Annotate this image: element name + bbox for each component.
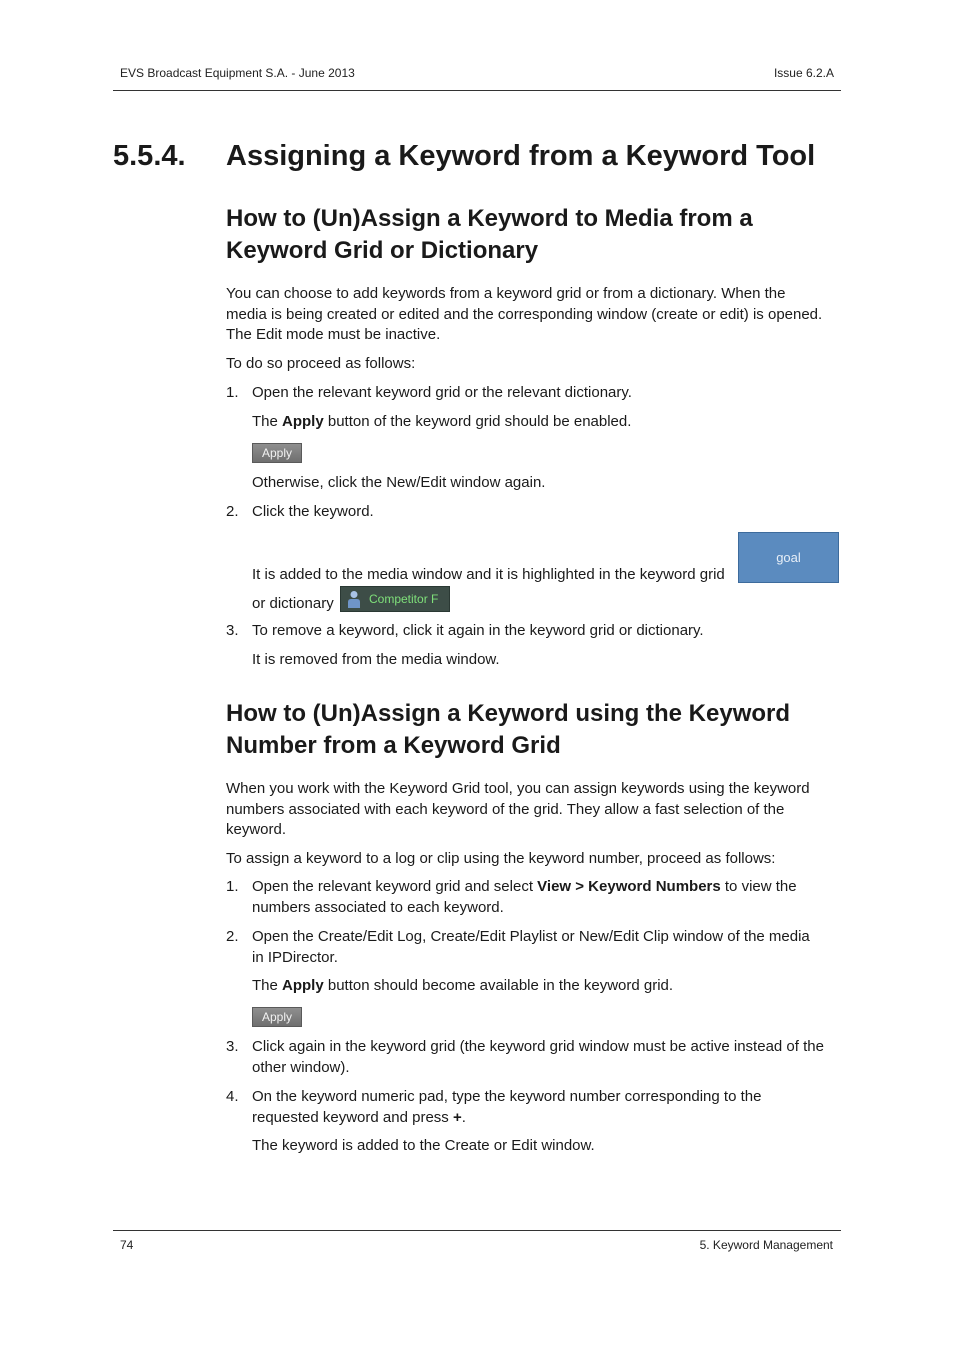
part1-heading — [226, 203, 846, 267]
part2-proceed: To assign a keyword to a log or clip using the keyword number, proceed as follows: — [226, 850, 776, 867]
header-left: EVS Broadcast Equipment S.A. - June 2013 — [120, 66, 355, 80]
part1-step1-sub — [252, 412, 842, 433]
part1-step1-otherwise: Otherwise, click the New/Edit window again. — [252, 474, 546, 491]
part1-step3-number: 3. — [226, 622, 239, 639]
part2-heading-line2: Number from a Keyword Grid — [226, 732, 561, 759]
part2-step2-line1: Open the Create/Edit Log, Create/Edit Playlist or New/Edit Clip window of the media — [252, 928, 810, 945]
part2-step2-sub-pre: The — [252, 977, 283, 994]
part2-step3-number: 3. — [226, 1038, 239, 1055]
page-number: 74 — [120, 1238, 134, 1252]
part2-step1-pre: Open the relevant keyword grid and select — [252, 878, 538, 895]
part1-step1-sub-bold: Apply — [282, 413, 324, 430]
part1-heading-line2: Keyword Grid or Dictionary — [226, 237, 539, 264]
part2-step4-post: . — [461, 1108, 466, 1126]
competitor-keyword-button-image — [340, 586, 450, 612]
part2-intro-line1: When you work with the Keyword Grid tool, you can assign keywords using the keyword — [226, 780, 810, 797]
part1-step2-sub-line2: or dictionary — [252, 595, 334, 612]
part2-step4-bold: + — [452, 1108, 462, 1126]
part2-step4-number: 4. — [226, 1088, 239, 1105]
part2-step1-line1 — [252, 877, 842, 898]
part2-step3-line1: Click again in the keyword grid (the keyword grid window must be active instead of the — [252, 1038, 824, 1055]
part2-step3-text — [252, 1037, 842, 1078]
footer-chapter: 5. Keyword Management — [699, 1238, 833, 1252]
part2-step2-line2: in IPDirector. — [252, 948, 338, 966]
person-icon — [347, 590, 361, 608]
part2-step4-line2 — [252, 1108, 842, 1129]
part2-step2-sub-bold: Apply — [282, 977, 324, 994]
part1-heading-line1: How to (Un)Assign a Keyword to Media from a — [226, 205, 753, 232]
part2-step4-line1: On the keyword numeric pad, type the keyword number corresponding to the — [252, 1088, 762, 1105]
competitor-label: Competitor F — [369, 592, 439, 606]
part2-step1-number: 1. — [226, 878, 239, 895]
apply-button-image: Apply — [252, 443, 302, 463]
part2-step4-text — [252, 1087, 842, 1128]
part1-step2-sub-line1: It is added to the media window and it is highlighted in the keyword grid — [252, 566, 725, 583]
goal-keyword-button-image: goal — [738, 532, 839, 583]
part2-heading-line1: How to (Un)Assign a Keyword using the Keyword — [226, 700, 791, 727]
part1-step1-sub-pre: The — [252, 413, 283, 430]
part2-intro-line2: numbers associated with each keyword of the grid. They allow a fast selection of the — [226, 800, 785, 818]
part1-proceed: To do so proceed as follows: — [226, 355, 416, 372]
part2-step1-text — [252, 877, 842, 918]
part1-intro-line2: media is being created or edited and the corresponding window (create or edit) is opened. — [226, 305, 823, 323]
part2-step1-line2: numbers associated to each keyword. — [252, 898, 504, 916]
part2-intro-line3: keyword. — [226, 821, 287, 838]
section-number: 5.5.4. — [113, 140, 186, 172]
part2-step2-sub — [252, 976, 842, 997]
part1-intro-line1: You can choose to add keywords from a keyword grid or from a dictionary. When the — [226, 285, 786, 302]
part1-step1-text: Open the relevant keyword grid or the relevant dictionary. — [252, 384, 632, 401]
section-title: Assigning a Keyword from a Keyword Tool — [226, 140, 816, 172]
part1-step2-number: 2. — [226, 503, 239, 520]
part2-step2-number: 2. — [226, 928, 239, 945]
part2-step4-pre: requested keyword and press — [252, 1108, 453, 1126]
apply-button-image-2: Apply — [252, 1007, 302, 1027]
part1-step3-sub: It is removed from the media window. — [252, 651, 500, 668]
part2-intro — [226, 779, 842, 841]
part1-step1-sub-post: button of the keyword grid should be enabled. — [323, 413, 632, 430]
header-rule — [113, 90, 841, 91]
part2-step4-sub: The keyword is added to the Create or Edit window. — [252, 1137, 595, 1154]
part1-step3-text: To remove a keyword, click it again in the keyword grid or dictionary. — [252, 622, 704, 639]
header-right: Issue 6.2.A — [773, 66, 834, 80]
part2-step1-bold: View > Keyword Numbers — [537, 878, 721, 895]
part1-intro — [226, 284, 842, 346]
part1-step1-number: 1. — [226, 384, 239, 401]
footer-rule — [113, 1230, 841, 1231]
part2-step2-text — [252, 927, 842, 968]
part2-heading — [226, 698, 846, 762]
part1-step2-text: Click the keyword. — [252, 503, 374, 520]
part2-step1-post: to view the — [720, 878, 797, 895]
part2-step3-line2: other window). — [252, 1058, 350, 1076]
part2-step2-sub-post: button should become available in the keyword grid. — [323, 977, 674, 994]
part1-intro-line3: The Edit mode must be inactive. — [226, 326, 441, 343]
